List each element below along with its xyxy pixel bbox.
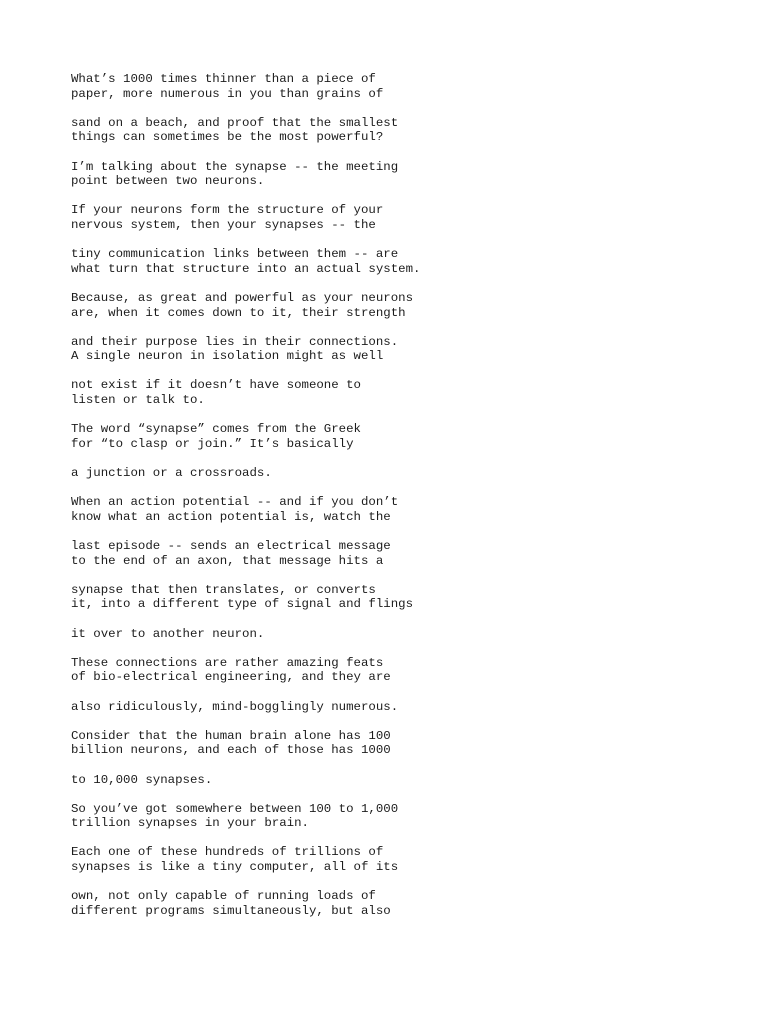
paragraph xyxy=(71,203,751,232)
text-line: tiny communication links between them -- are xyxy=(71,247,399,262)
paragraph xyxy=(71,802,751,831)
paragraph xyxy=(71,583,751,612)
text-line: to 10,000 synapses. xyxy=(71,772,213,787)
transcript-page xyxy=(71,72,751,918)
text-line: Each one of these hundreds of trillions of xyxy=(71,845,384,860)
text-line: what turn that structure into an actual system. xyxy=(71,261,421,276)
paragraph xyxy=(71,291,751,320)
text-line: When an action potential -- and if you don’t xyxy=(71,495,399,510)
text-line: trillion synapses in your brain. xyxy=(71,816,309,831)
text-line: listen or talk to. xyxy=(71,393,205,408)
text-line: paper, more numerous in you than grains of xyxy=(71,86,384,101)
paragraph xyxy=(71,160,751,189)
text-line: synapse that then translates, or converts xyxy=(71,582,376,597)
text-line: nervous system, then your synapses -- the xyxy=(71,217,376,232)
paragraph xyxy=(71,422,751,451)
paragraph xyxy=(71,378,751,407)
paragraph xyxy=(71,539,751,568)
text-line: billion neurons, and each of those has 1000 xyxy=(71,743,391,758)
text-line: of bio-electrical engineering, and they are xyxy=(71,670,391,685)
text-line: to the end of an axon, that message hits a xyxy=(71,553,384,568)
text-line: for “to clasp or join.” It’s basically xyxy=(71,436,354,451)
paragraph xyxy=(71,729,751,758)
text-line: are, when it comes down to it, their strength xyxy=(71,305,406,320)
paragraph xyxy=(71,72,751,101)
text-line: own, not only capable of running loads of xyxy=(71,889,376,904)
paragraph xyxy=(71,773,751,788)
paragraph xyxy=(71,627,751,642)
text-line: know what an action potential is, watch the xyxy=(71,509,391,524)
paragraph xyxy=(71,335,751,364)
paragraph xyxy=(71,495,751,524)
paragraph xyxy=(71,656,751,685)
text-line: Consider that the human brain alone has 100 xyxy=(71,728,391,743)
paragraph xyxy=(71,700,751,715)
text-line: it over to another neuron. xyxy=(71,626,265,641)
text-line: So you’ve got somewhere between 100 to 1,000 xyxy=(71,801,399,816)
text-line: synapses is like a tiny computer, all of its xyxy=(71,860,399,875)
text-line: different programs simultaneously, but also xyxy=(71,903,391,918)
text-line: These connections are rather amazing feats xyxy=(71,655,384,670)
text-line: What’s 1000 times thinner than a piece of xyxy=(71,72,376,86)
text-line: sand on a beach, and proof that the smallest xyxy=(71,115,399,130)
text-line: not exist if it doesn’t have someone to xyxy=(71,378,361,393)
text-line: last episode -- sends an electrical message xyxy=(71,539,391,553)
text-line: If your neurons form the structure of your xyxy=(71,203,384,218)
text-line: A single neuron in isolation might as well xyxy=(71,349,384,364)
text-line: it, into a different type of signal and flings xyxy=(71,597,414,612)
text-line: point between two neurons. xyxy=(71,174,265,189)
paragraph xyxy=(71,845,751,874)
text-line: The word “synapse” comes from the Greek xyxy=(71,422,361,437)
text-line: Because, as great and powerful as your neurons xyxy=(71,290,414,305)
paragraph xyxy=(71,116,751,145)
paragraph xyxy=(71,466,751,481)
text-line: a junction or a crossroads. xyxy=(71,466,272,481)
paragraph xyxy=(71,889,751,918)
text-line: I’m talking about the synapse -- the meeting xyxy=(71,159,399,174)
text-line: things can sometimes be the most powerful? xyxy=(71,130,384,145)
paragraph xyxy=(71,247,751,276)
text-line: also ridiculously, mind-bogglingly numerous. xyxy=(71,699,399,714)
text-line: and their purpose lies in their connections. xyxy=(71,334,399,349)
